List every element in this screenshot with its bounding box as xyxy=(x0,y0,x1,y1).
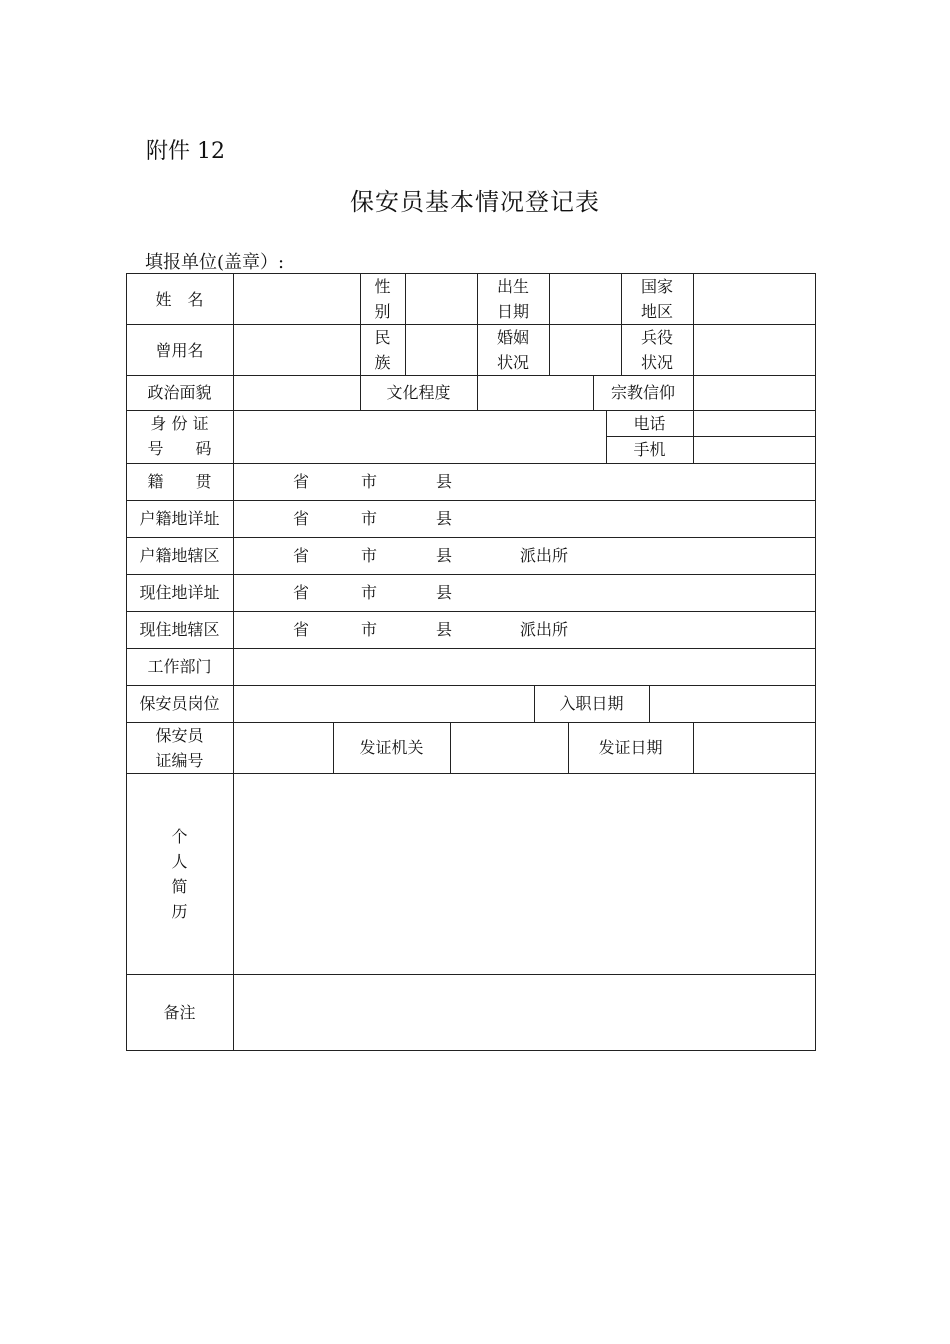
province-label: 省 xyxy=(293,583,310,602)
phone-label: 电话 xyxy=(633,414,666,433)
issue-date-label: 发证日期 xyxy=(598,738,663,757)
table-rule xyxy=(126,375,816,376)
county-label: 县 xyxy=(436,583,453,602)
table-rule xyxy=(126,537,816,538)
table-rule xyxy=(126,324,816,325)
attachment-number: 附件 12 xyxy=(146,139,225,164)
table-rule xyxy=(126,273,816,274)
current-district-label: 现住地辖区 xyxy=(139,620,220,639)
table-rule xyxy=(126,611,816,612)
hire-date-label: 入职日期 xyxy=(559,694,624,713)
fill-unit-label: 填报单位(盖章）: xyxy=(145,252,285,273)
name-label: 姓 名 xyxy=(155,290,204,309)
household-address-label: 户籍地详址 xyxy=(139,509,220,528)
table-rule xyxy=(126,773,816,774)
religion-label: 宗教信仰 xyxy=(610,383,675,402)
mobile-label: 手机 xyxy=(633,440,666,459)
country-label: 国家 地区 xyxy=(640,277,673,321)
issuing-authority-label: 发证机关 xyxy=(359,738,424,757)
table-rule xyxy=(126,648,816,649)
department-label: 工作部门 xyxy=(147,657,212,676)
native-place-label: 籍 贯 xyxy=(147,472,212,491)
remarks-label: 备注 xyxy=(163,1003,196,1022)
id-number-label: 身 份 证 号 码 xyxy=(147,414,212,458)
table-rule xyxy=(126,685,816,686)
table-rule xyxy=(693,273,694,463)
former-name-label: 曾用名 xyxy=(155,341,204,360)
table-rule xyxy=(126,1050,816,1051)
position-label: 保安员岗位 xyxy=(139,694,220,713)
table-rule xyxy=(649,685,650,722)
table-rule xyxy=(549,273,550,375)
table-rule xyxy=(693,722,694,773)
ethnicity-label: 民 族 xyxy=(374,328,391,372)
marital-status-label: 婚姻 状况 xyxy=(496,328,529,372)
city-label: 市 xyxy=(361,509,378,528)
police-station-label: 派出所 xyxy=(520,620,569,639)
table-rule xyxy=(126,574,816,575)
city-label: 市 xyxy=(361,583,378,602)
province-label: 省 xyxy=(293,620,310,639)
current-address-label: 现住地详址 xyxy=(139,583,220,602)
city-label: 市 xyxy=(361,546,378,565)
table-rule xyxy=(815,273,816,1051)
table-rule xyxy=(126,500,816,501)
city-label: 市 xyxy=(361,472,378,491)
education-label: 文化程度 xyxy=(386,383,451,402)
table-rule xyxy=(126,463,816,464)
table-rule xyxy=(126,974,816,975)
gender-label: 性 别 xyxy=(374,277,391,321)
resume-label: 个 人 简 历 xyxy=(171,827,188,921)
province-label: 省 xyxy=(293,472,310,491)
table-rule xyxy=(450,722,451,773)
county-label: 县 xyxy=(436,620,453,639)
county-label: 县 xyxy=(436,509,453,528)
household-district-label: 户籍地辖区 xyxy=(139,546,220,565)
province-label: 省 xyxy=(293,509,310,528)
county-label: 县 xyxy=(436,472,453,491)
table-rule xyxy=(233,273,234,1051)
birth-date-label: 出生 日期 xyxy=(496,277,529,321)
table-rule xyxy=(405,273,406,375)
county-label: 县 xyxy=(436,546,453,565)
form-title: 保安员基本情况登记表 xyxy=(350,188,600,216)
police-station-label: 派出所 xyxy=(520,546,569,565)
city-label: 市 xyxy=(361,620,378,639)
political-status-label: 政治面貌 xyxy=(147,383,212,402)
cert-number-label: 保安员 证编号 xyxy=(155,726,204,770)
military-status-label: 兵役 状况 xyxy=(640,328,673,372)
province-label: 省 xyxy=(293,546,310,565)
